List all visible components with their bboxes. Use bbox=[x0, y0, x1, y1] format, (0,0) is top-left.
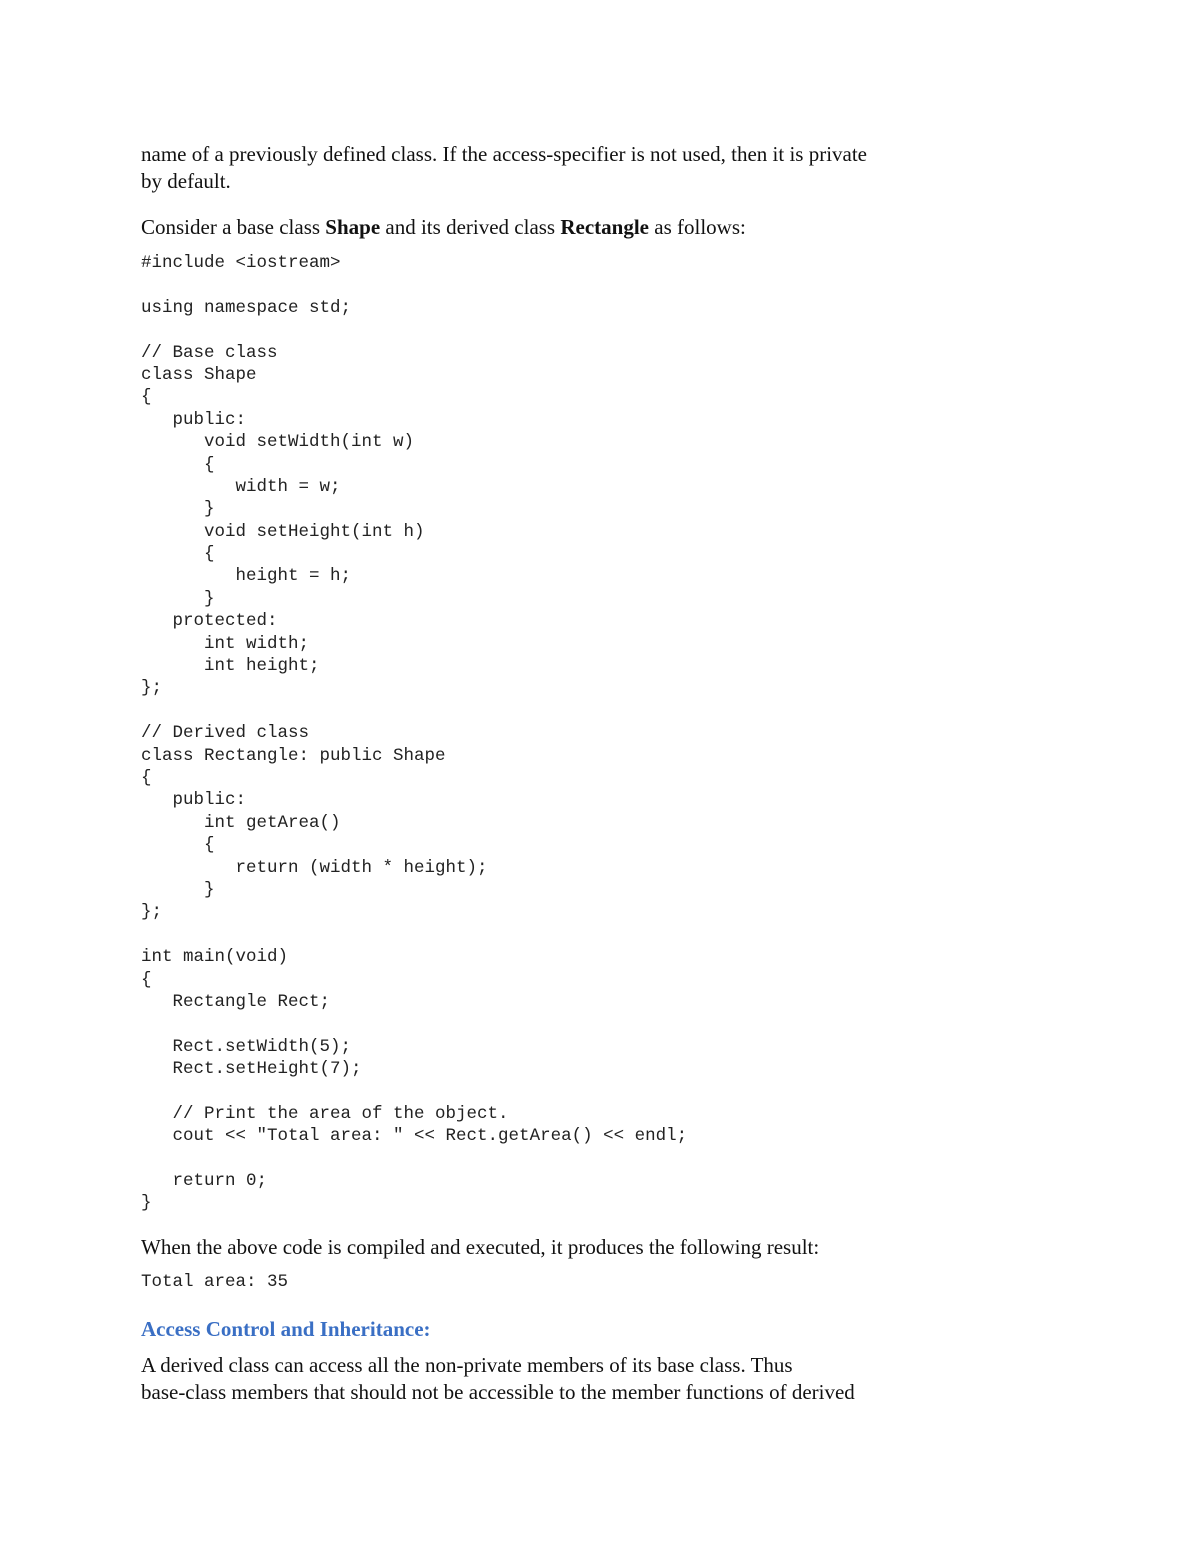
code-line: }; bbox=[141, 678, 163, 699]
code-line: // Base class bbox=[141, 342, 278, 363]
intro-line-1: name of a previously defined class. If the access-specifier is not used, then it is private bbox=[141, 142, 868, 166]
code-line bbox=[141, 319, 687, 341]
consider-paragraph bbox=[141, 215, 746, 240]
code-line: // Print the area of the object. bbox=[141, 1103, 509, 1124]
result-intro: When the above code is compiled and executed, it produces the following result: bbox=[141, 1235, 820, 1259]
code-line: { bbox=[141, 454, 215, 475]
code-line bbox=[141, 700, 687, 722]
code-line: class Shape bbox=[141, 364, 257, 385]
code-line: Rect.setHeight(7); bbox=[141, 1059, 362, 1080]
code-line: } bbox=[141, 588, 215, 609]
code-line bbox=[141, 1148, 687, 1170]
closing-line-2: base-class members that should not be accessible to the member functions of derived bbox=[141, 1380, 855, 1404]
code-line bbox=[141, 1013, 687, 1035]
code-line: } bbox=[141, 879, 215, 900]
code-line: class Rectangle: public Shape bbox=[141, 745, 446, 766]
section-heading: Access Control and Inheritance: bbox=[141, 1317, 431, 1341]
code-line: { bbox=[141, 767, 152, 788]
code-line: protected: bbox=[141, 611, 278, 632]
base-class-name: Shape bbox=[325, 215, 381, 239]
code-line: public: bbox=[141, 409, 247, 430]
code-line bbox=[141, 924, 687, 946]
code-line: } bbox=[141, 1193, 152, 1214]
code-line: { bbox=[141, 969, 152, 990]
code-line: int width; bbox=[141, 633, 310, 654]
code-line: // Derived class bbox=[141, 723, 310, 744]
code-line: { bbox=[141, 387, 152, 408]
code-line: int getArea() bbox=[141, 812, 341, 833]
derived-class-name: Rectangle bbox=[560, 215, 649, 239]
consider-middle: and its derived class bbox=[380, 215, 561, 239]
consider-before: Consider a base class bbox=[141, 215, 326, 239]
code-line: width = w; bbox=[141, 476, 341, 497]
code-line: return 0; bbox=[141, 1171, 268, 1192]
code-line: Rect.setWidth(5); bbox=[141, 1036, 352, 1057]
code-line bbox=[141, 274, 687, 296]
code-line: { bbox=[141, 835, 215, 856]
code-line: Rectangle Rect; bbox=[141, 991, 331, 1012]
code-line: void setHeight(int h) bbox=[141, 521, 425, 542]
code-line: } bbox=[141, 499, 215, 520]
intro-line-2: by default. bbox=[141, 169, 231, 193]
code-line: cout << "Total area: " << Rect.getArea() << endl; bbox=[141, 1126, 688, 1147]
code-line bbox=[141, 1080, 687, 1102]
code-line: #include <iostream> bbox=[141, 253, 341, 273]
program-output: Total area: 35 bbox=[141, 1272, 289, 1292]
closing-line-1: A derived class can access all the non-private members of its base class. Thus bbox=[141, 1353, 793, 1377]
code-line: return (width * height); bbox=[141, 857, 488, 878]
code-line: height = h; bbox=[141, 566, 352, 587]
code-line: using namespace std; bbox=[141, 297, 352, 318]
consider-after: as follows: bbox=[649, 215, 746, 239]
code-line: void setWidth(int w) bbox=[141, 432, 415, 453]
code-line: }; bbox=[141, 902, 163, 923]
code-line: { bbox=[141, 544, 215, 565]
code-line: int height; bbox=[141, 656, 320, 677]
code-line: int main(void) bbox=[141, 947, 289, 968]
code-block bbox=[141, 252, 687, 1215]
code-line: public: bbox=[141, 790, 247, 811]
